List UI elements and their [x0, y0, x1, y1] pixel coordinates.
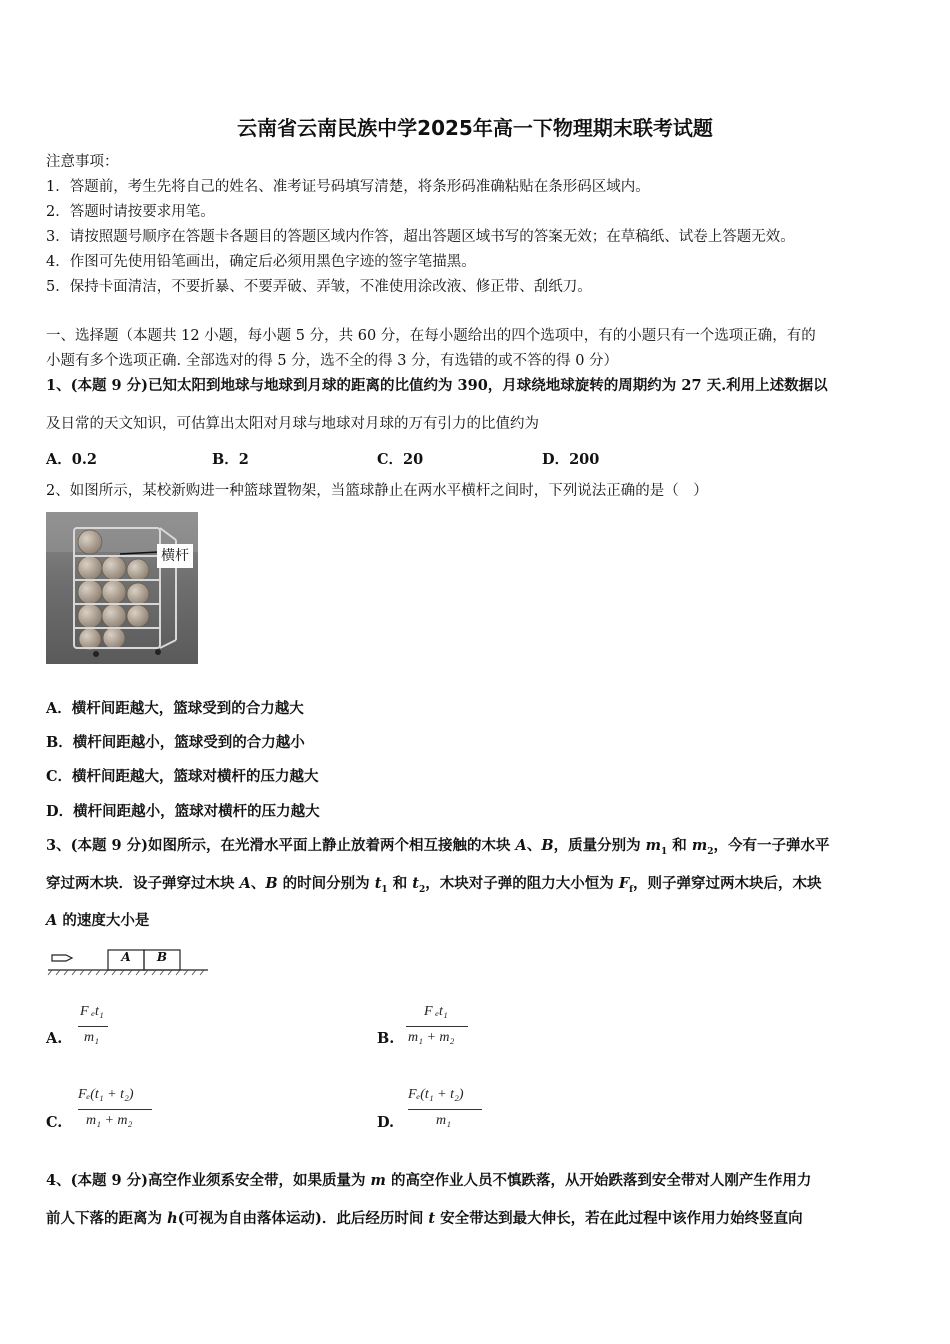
notice-item: 5．保持卡面清洁，不要折暴、不要弄破、弄皱，不准使用涂改液、修正带、刮纸刀。	[46, 279, 592, 295]
notice-item: 4．作图可先使用铅笔画出，确定后必须用黑色字迹的签字笔描黑。	[46, 254, 476, 270]
q1-option-b: B．2	[212, 451, 249, 468]
q3-option-c-formula: Fₑ(t₁ + t₂) m₁ + m₂	[78, 1087, 156, 1135]
q3-option-d-label: D.	[377, 1114, 395, 1131]
block-a-label: A	[121, 950, 131, 964]
q2-stem: 2、如图所示，某校新购进一种篮球置物架，当篮球静止在两水平横杆之间时，下列说法正确的是（ ）	[46, 483, 708, 499]
basketball-rack-photo	[46, 512, 198, 664]
notice-heading: 注意事项：	[46, 154, 119, 170]
q3-option-d-formula: Fₑ(t₁ + t₂) m₁	[408, 1087, 486, 1135]
q4-stem-line1: 4、(本题 9 分)高空作业须系安全带，如果质量为 m 的高空作业人员不慎跌落，从开始跌落到安全带对人刚产生作用力	[46, 1172, 812, 1189]
bullet-icon	[52, 955, 72, 961]
q3-option-b-label: B.	[377, 1030, 395, 1047]
notice-item: 2．答题时请按要求用笔。	[46, 204, 215, 220]
rack-label: 横杆	[157, 544, 193, 568]
q1-stem: 1、(本题 9 分)已知太阳到地球与地球到月球的距离的比值约为 390，月球绕地球旋转的周期约为 27 天.利用上述数据以	[46, 377, 828, 394]
notice-item: 1．答题前，考生先将自己的姓名、准考证号码填写清楚，将条形码准确粘贴在条形码区域内。	[46, 179, 650, 195]
notice-item: 3．请按照题号顺序在答题卡各题目的答题区域内作答，超出答题区域书写的答案无效；在草稿纸、试卷上答题无效。	[46, 229, 795, 245]
section-heading-cont: 小题有多个选项正确. 全部选对的得 5 分，选不全的得 3 分，有选错的或不答的得 0 分）	[46, 353, 619, 369]
q2-option-d: D．横杆间距越小，篮球对横杆的压力越大	[46, 803, 320, 820]
page-title: 云南省云南民族中学2025年高一下物理期末联考试题	[237, 116, 713, 140]
q2-option-c: C．横杆间距越大，篮球对横杆的压力越大	[46, 768, 319, 785]
q3-stem-line1: 3、(本题 9 分)如图所示，在光滑水平面上静止放着两个相互接触的木块 A、B，质量分别为 $m_1$ 和 $m_2$，今有一子弹水平	[46, 837, 830, 857]
q2-option-b: B．横杆间距越小，篮球受到的合力越小	[46, 734, 305, 751]
basketball-rack-illustration	[46, 512, 198, 664]
q3-option-b-formula: F ₑt₁ m₁ + m₂	[406, 1004, 470, 1052]
block-b-label: B	[156, 950, 168, 964]
q3-option-a-formula: F ₑt₁ m₁	[78, 1004, 112, 1052]
q4-stem-line2: 前人下落的距离为 h(可视为自由落体运动)．此后经历时间 t 安全带达到最大伸长，若在此过程中该作用力始终竖直向	[46, 1210, 803, 1227]
q3-stem-line2: 穿过两木块．设子弹穿过木块 A、B 的时间分别为 $t_1$ 和 $t_2$，木块对子弹的阻力大小恒为 $F_f$，则子弹穿过两木块后，木块	[46, 875, 822, 895]
q1-stem-cont: 及日常的天文知识，可估算出太阳对月球与地球对月球的万有引力的比值约为	[46, 416, 539, 432]
q1-option-a: A．0.2	[46, 451, 97, 468]
q1-option-c: C．20	[377, 451, 424, 468]
q2-option-a: A．横杆间距越大，篮球受到的合力越大	[46, 700, 304, 717]
q3-option-c-label: C.	[46, 1114, 63, 1131]
section-heading: 一、选择题（本题共 12 小题，每小题 5 分，共 60 分，在每小题给出的四个选项中，有的小题只有一个选项正确，有的	[46, 328, 816, 344]
q1-option-d: D．200	[542, 451, 600, 468]
q3-stem-line3: A 的速度大小是	[46, 912, 150, 929]
q3-option-a-label: A.	[46, 1030, 63, 1047]
